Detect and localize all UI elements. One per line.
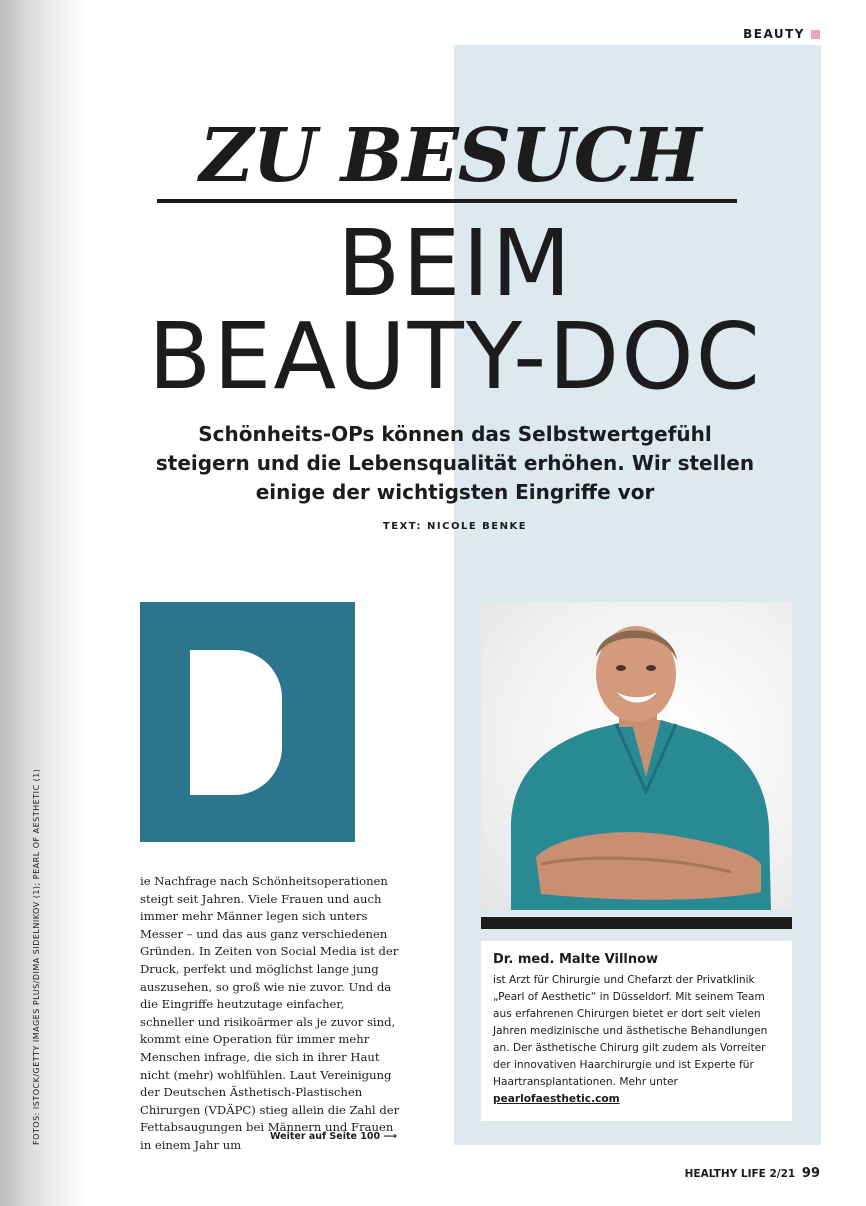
article-deck: Schönheits-OPs können das Selbstwertgefühl steigern und die Lebensqualität erhöhen. Wir stellen einige der wichtigsten Eingriffe vor xyxy=(155,422,755,504)
page-gutter-shadow xyxy=(0,0,90,1206)
byline: TEXT: NICOLE BENKE xyxy=(382,521,528,532)
headline-line-1: BEIM xyxy=(337,210,573,317)
page-footer xyxy=(685,1166,820,1181)
doctor-portrait-image xyxy=(481,602,792,910)
caption-name: Dr. med. Malte Villnow xyxy=(493,952,659,967)
article-body: ie Nachfrage nach Schönheitsoperationen steigt seit Jahren. Viele Frauen und auch immer mehr Männer legen sich unters Messer – und das aus ganz verschiedenen Gründen. In Zeiten von Social Media ist der Druck, perfekt und möglichst lange jung auszusehen, so groß wie nie zuvor. Und da die Eingriffe heutzutage einfacher, schneller und risikoärmer als je zuvor sind, kommt eine Operation für immer mehr Menschen infrage, die sich in ihrer Haut nicht (mehr) wohlfühlen. Laut Vereinigung der Deutschen Ästhetisch-Plastischen Chirurgen (VDÄPC) stieg allein die Zahl der Fettabsaugungen bei Männern und Frauen in einem Jahr um xyxy=(140,874,400,1152)
caption-link[interactable]: pearlofaesthetic.com xyxy=(493,1093,620,1105)
kicker-underline xyxy=(157,199,737,203)
photo-divider xyxy=(481,917,792,929)
headline-kicker: ZU BESUCH xyxy=(199,113,701,199)
section-marker-icon xyxy=(811,30,820,39)
section-name: BEAUTY xyxy=(743,27,805,41)
issue-number: 2/21 xyxy=(769,1168,796,1180)
caption-text xyxy=(493,972,783,1108)
doctor-photo xyxy=(481,602,792,910)
magazine-name: HEALTHY LIFE xyxy=(684,1168,766,1180)
continue-link[interactable]: Weiter auf Seite 100 ⟶ xyxy=(270,1131,398,1142)
headline-line-2: BEAUTY-DOC xyxy=(148,303,762,410)
photo-credit: FOTOS: ISTOCK/GETTY IMAGES PLUS/DIMA SIDELNIKOV (1); PEARL OF AESTHETIC (1) xyxy=(32,768,41,1145)
page-number: 99 xyxy=(801,1166,820,1181)
caption-description: ist Arzt für Chirurgie und Chefarzt der Privatklinik „Pearl of Aesthetic“ in Düsseldorf. Mit seinem Team aus erfahrenen Chirurgen bietet er dort seit vielen Jahren medizinische und ästhetische Behandlungen an. Der ästhetische Chirurg gilt zudem als Vorreiter der innovativen Haarchirurgie und ist Experte für Haartransplantationen. Mehr unter xyxy=(493,974,768,1088)
section-label xyxy=(743,27,820,41)
drop-cap-counter xyxy=(190,650,282,795)
